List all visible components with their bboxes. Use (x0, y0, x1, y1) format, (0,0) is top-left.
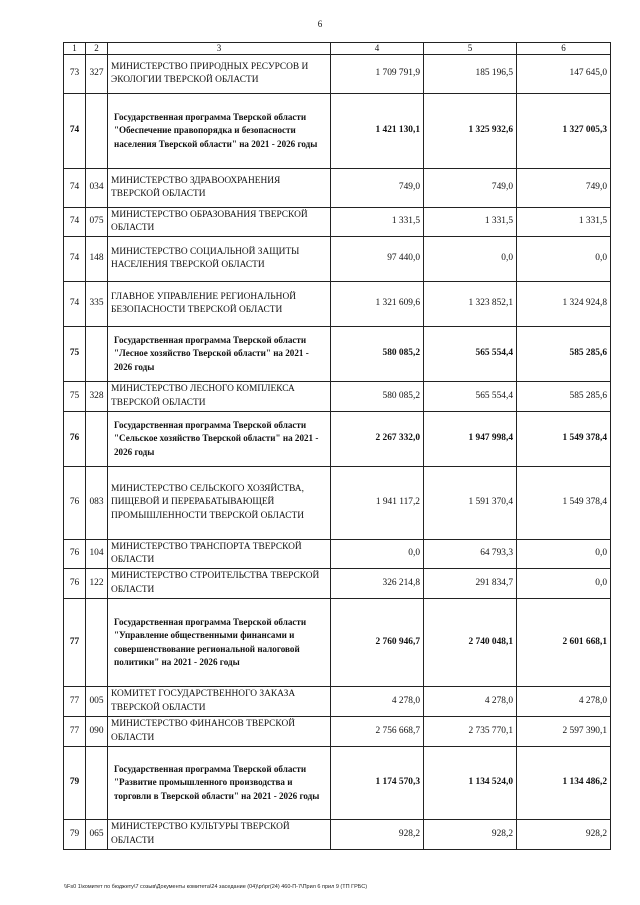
program-code: 77 (64, 717, 86, 747)
value-col-4: 580 085,2 (331, 382, 424, 412)
value-col-5: 1 325 932,6 (424, 94, 517, 169)
value-col-4: 1 174 570,3 (331, 747, 424, 820)
value-col-4: 749,0 (331, 169, 424, 208)
value-col-4: 2 756 668,7 (331, 717, 424, 747)
value-col-6: 585 285,6 (517, 382, 611, 412)
value-col-5: 1 134 524,0 (424, 747, 517, 820)
value-col-5: 2 735 770,1 (424, 717, 517, 747)
value-col-4: 0,0 (331, 540, 424, 569)
agency-code: 327 (86, 55, 108, 94)
value-col-6: 1 324 924,8 (517, 282, 611, 327)
program-code: 74 (64, 94, 86, 169)
value-col-4: 4 278,0 (331, 687, 424, 717)
table-row (64, 237, 611, 282)
value-col-5: 185 196,5 (424, 55, 517, 94)
program-code: 76 (64, 467, 86, 540)
value-col-5: 2 740 048,1 (424, 599, 517, 687)
col-header-4: 4 (331, 43, 424, 55)
value-col-4: 1 709 791,9 (331, 55, 424, 94)
value-col-6: 0,0 (517, 540, 611, 569)
agency-code: 065 (86, 820, 108, 850)
value-col-5: 1 331,5 (424, 208, 517, 237)
program-code: 75 (64, 382, 86, 412)
value-col-5: 1 947 998,4 (424, 412, 517, 467)
value-col-4: 97 440,0 (331, 237, 424, 282)
col-header-3: 3 (108, 43, 331, 55)
agency-code (86, 599, 108, 687)
row-name: МИНИСТЕРСТВО ФИНАНСОВ ТВЕРСКОЙ ОБЛАСТИ (108, 717, 331, 747)
value-col-6: 0,0 (517, 237, 611, 282)
value-col-5: 565 554,4 (424, 327, 517, 382)
program-code: 75 (64, 327, 86, 382)
table-row (64, 467, 611, 540)
value-col-6: 1 327 005,3 (517, 94, 611, 169)
agency-code: 034 (86, 169, 108, 208)
program-code: 73 (64, 55, 86, 94)
value-col-5: 4 278,0 (424, 687, 517, 717)
value-col-5: 928,2 (424, 820, 517, 850)
row-name: МИНИСТЕРСТВО ТРАНСПОРТА ТВЕРСКОЙ ОБЛАСТИ (108, 540, 331, 569)
table-row (64, 382, 611, 412)
program-code: 74 (64, 208, 86, 237)
program-name: Государственная программа Тверской области "Управление общественными финансами и совершенствование региональной налоговой политики" на 2021 - 2026 годы (108, 599, 331, 687)
program-code: 76 (64, 412, 86, 467)
program-name: Государственная программа Тверской области "Обеспечение правопорядка и безопасности населения Тверской области" на 2021 - 2026 годы (108, 94, 331, 169)
program-row (64, 327, 611, 382)
program-code: 74 (64, 169, 86, 208)
value-col-4: 1 941 117,2 (331, 467, 424, 540)
page-number: 6 (317, 19, 323, 29)
program-row (64, 599, 611, 687)
value-col-6: 2 601 668,1 (517, 599, 611, 687)
table-row (64, 55, 611, 94)
value-col-5: 291 834,7 (424, 569, 517, 599)
col-header-6: 6 (517, 43, 611, 55)
agency-code: 005 (86, 687, 108, 717)
row-name: ГЛАВНОЕ УПРАВЛЕНИЕ РЕГИОНАЛЬНОЙ БЕЗОПАСНОСТИ ТВЕРСКОЙ ОБЛАСТИ (108, 282, 331, 327)
value-col-4: 1 321 609,6 (331, 282, 424, 327)
value-col-5: 1 323 852,1 (424, 282, 517, 327)
table-row (64, 687, 611, 717)
program-code: 76 (64, 569, 86, 599)
agency-code: 104 (86, 540, 108, 569)
value-col-4: 326 214,8 (331, 569, 424, 599)
value-col-6: 1 549 378,4 (517, 467, 611, 540)
value-col-4: 580 085,2 (331, 327, 424, 382)
agency-code (86, 747, 108, 820)
program-name: Государственная программа Тверской области "Развитие промышленного производства и торговли в Тверской области" на 2021 - 2026 годы (108, 747, 331, 820)
row-name: МИНИСТЕРСТВО ПРИРОДНЫХ РЕСУРСОВ И ЭКОЛОГИИ ТВЕРСКОЙ ОБЛАСТИ (108, 55, 331, 94)
value-col-6: 928,2 (517, 820, 611, 850)
agency-code: 075 (86, 208, 108, 237)
program-row (64, 412, 611, 467)
program-code: 77 (64, 687, 86, 717)
file-path-footer: \\Fs0 1\комитет по бюджету\7 созыв\Документы комитета\24 заседание (04)\pr\pr(24) 460-П-7\Прил 6 прил 9 (ТП ГРБС) (64, 884, 368, 890)
value-col-6: 1 549 378,4 (517, 412, 611, 467)
program-code: 79 (64, 747, 86, 820)
row-name: КОМИТЕТ ГОСУДАРСТВЕННОГО ЗАКАЗА ТВЕРСКОЙ ОБЛАСТИ (108, 687, 331, 717)
value-col-5: 0,0 (424, 237, 517, 282)
program-name: Государственная программа Тверской области "Сельское хозяйство Тверской области" на 2021 - 2026 годы (108, 412, 331, 467)
value-col-6: 1 134 486,2 (517, 747, 611, 820)
table-row (64, 169, 611, 208)
table-header-row (64, 43, 611, 55)
value-col-4: 928,2 (331, 820, 424, 850)
table-row (64, 569, 611, 599)
table-row (64, 282, 611, 327)
value-col-6: 0,0 (517, 569, 611, 599)
agency-code: 328 (86, 382, 108, 412)
value-col-6: 585 285,6 (517, 327, 611, 382)
agency-code: 335 (86, 282, 108, 327)
value-col-5: 565 554,4 (424, 382, 517, 412)
row-name: МИНИСТЕРСТВО СОЦИАЛЬНОЙ ЗАЩИТЫ НАСЕЛЕНИЯ ТВЕРСКОЙ ОБЛАСТИ (108, 237, 331, 282)
row-name: МИНИСТЕРСТВО ОБРАЗОВАНИЯ ТВЕРСКОЙ ОБЛАСТИ (108, 208, 331, 237)
value-col-5: 64 793,3 (424, 540, 517, 569)
agency-code: 083 (86, 467, 108, 540)
row-name: МИНИСТЕРСТВО СЕЛЬСКОГО ХОЗЯЙСТВА, ПИЩЕВОЙ И ПЕРЕРАБАТЫВАЮЩЕЙ ПРОМЫШЛЕННОСТИ ТВЕРСКОЙ ОБЛАСТИ (108, 467, 331, 540)
program-code: 79 (64, 820, 86, 850)
program-code: 76 (64, 540, 86, 569)
row-name: МИНИСТЕРСТВО ЗДРАВООХРАНЕНИЯ ТВЕРСКОЙ ОБЛАСТИ (108, 169, 331, 208)
program-row (64, 747, 611, 820)
table-row (64, 820, 611, 850)
value-col-6: 749,0 (517, 169, 611, 208)
agency-code: 148 (86, 237, 108, 282)
value-col-5: 749,0 (424, 169, 517, 208)
agency-code (86, 94, 108, 169)
row-name: МИНИСТЕРСТВО СТРОИТЕЛЬСТВА ТВЕРСКОЙ ОБЛАСТИ (108, 569, 331, 599)
col-header-5: 5 (424, 43, 517, 55)
value-col-6: 1 331,5 (517, 208, 611, 237)
program-code: 74 (64, 282, 86, 327)
table-row (64, 717, 611, 747)
agency-code (86, 412, 108, 467)
value-col-4: 2 760 946,7 (331, 599, 424, 687)
col-header-1: 1 (64, 43, 86, 55)
row-name: МИНИСТЕРСТВО ЛЕСНОГО КОМПЛЕКСА ТВЕРСКОЙ ОБЛАСТИ (108, 382, 331, 412)
program-code: 74 (64, 237, 86, 282)
program-row (64, 94, 611, 169)
program-name: Государственная программа Тверской области "Лесное хозяйство Тверской области" на 2021 - 2026 годы (108, 327, 331, 382)
value-col-6: 2 597 390,1 (517, 717, 611, 747)
row-name: МИНИСТЕРСТВО КУЛЬТУРЫ ТВЕРСКОЙ ОБЛАСТИ (108, 820, 331, 850)
budget-table (63, 42, 611, 850)
agency-code (86, 327, 108, 382)
value-col-4: 2 267 332,0 (331, 412, 424, 467)
agency-code: 090 (86, 717, 108, 747)
table-row (64, 208, 611, 237)
col-header-2: 2 (86, 43, 108, 55)
value-col-6: 4 278,0 (517, 687, 611, 717)
value-col-4: 1 331,5 (331, 208, 424, 237)
value-col-5: 1 591 370,4 (424, 467, 517, 540)
value-col-6: 147 645,0 (517, 55, 611, 94)
table-row (64, 540, 611, 569)
agency-code: 122 (86, 569, 108, 599)
value-col-4: 1 421 130,1 (331, 94, 424, 169)
program-code: 77 (64, 599, 86, 687)
